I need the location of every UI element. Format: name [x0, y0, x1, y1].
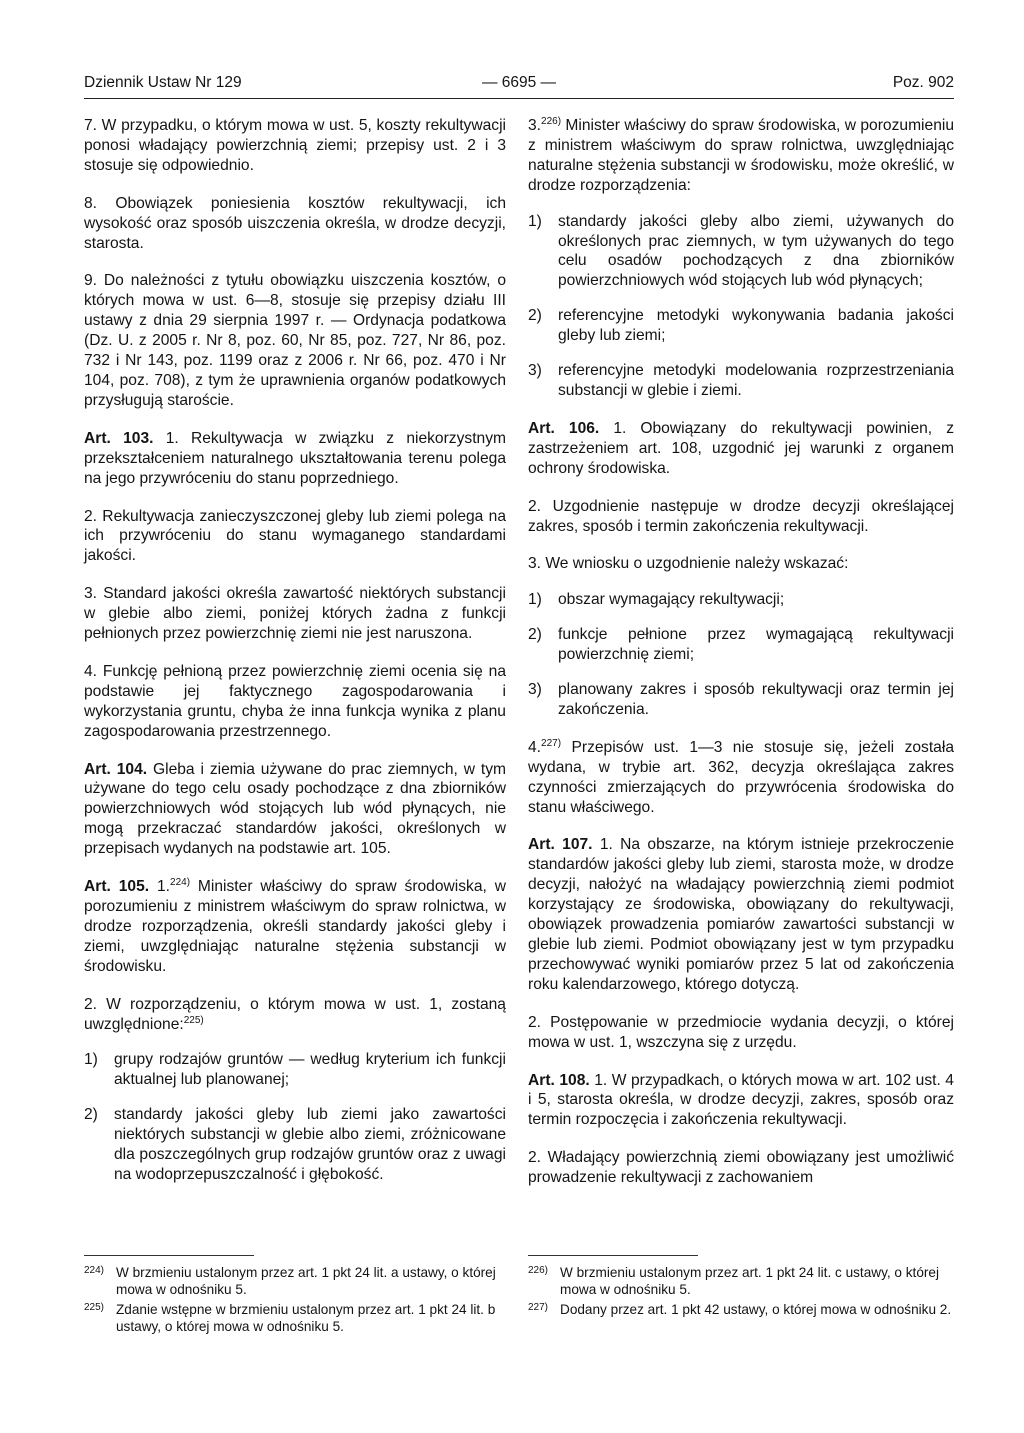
left-column — [84, 116, 506, 1200]
article-107-p1-text: 1. Na obszarze, na którym istnieje przekroczenie standardów jakości gleby lub ziemi, starosta może, w drodze decyzji, nałożyć na władający powierzchnią ziemi podmiot korzystający ze środowiska, obowiązany do rekultywacji, obowiązek prowadzenia pomiarów zawartości substancji w glebie lub ziemi. Podmiot obowiązany jest w tym przypadku przechowywać wyniki pomiarów przez 5 lat od zakończenia roku kalendarzowego, którego dotyczą. — [528, 836, 954, 993]
footnote-separator-right — [528, 1255, 698, 1256]
article-103-p1-text: 1. Rekultywacja w związku z niekorzystnym przekształceniem naturalnego ukształtowania terenu polega na jego przywróceniu do stanu poprzedniego. — [84, 429, 506, 487]
list-item — [528, 306, 954, 346]
article-106-paragraph-4 — [528, 738, 954, 818]
list-item — [528, 212, 954, 292]
footnote-224 — [84, 1264, 506, 1299]
article-105-p3-number: 3. — [528, 117, 542, 134]
article-104-label: Art. 104. — [84, 760, 148, 778]
right-column — [528, 116, 954, 1206]
article-104 — [84, 760, 506, 860]
list-item — [84, 1050, 506, 1090]
page-number: — 6695 — — [481, 74, 557, 91]
list-item-text: obszar wymagający rekultywacji; — [558, 591, 785, 609]
list-item-text: standardy jakości gleby albo ziemi, używanych do określonych prac ziemnych, w tym używanych do tego celu osadów pochodzących z dna zbiorników powierzchniowych wód stojących lub wód płynących; — [558, 212, 954, 290]
article-105-p1-number: 1. — [149, 878, 171, 896]
article-105-paragraph-3 — [528, 116, 954, 196]
list-item-text: funkcje pełnione przez wymagającą rekultywacji powierzchnię ziemi; — [558, 626, 954, 664]
paragraph-8: 8. Obowiązek poniesienia kosztów rekultywacji, ich wysokość oraz sposób uiszczenia określa, w drodze decyzji, starosta. — [84, 194, 506, 252]
article-106-label: Art. 106. — [528, 419, 600, 437]
list-item — [528, 680, 954, 720]
footnote-mark: 224) — [84, 1265, 105, 1276]
article-106-p4-number: 4. — [528, 738, 542, 756]
article-106-paragraph-1 — [528, 419, 954, 479]
footnote-ref-225[interactable]: 225) — [183, 1014, 204, 1026]
list-item — [528, 590, 954, 610]
article-107-label: Art. 107. — [528, 836, 593, 854]
article-103-paragraph-3: 3. Standard jakości określa zawartość niektórych substancji w glebie albo ziemi, poniżej których żadna z funkcji pełnionych przez powierzchnię ziemi nie jest naruszona. — [84, 585, 506, 643]
footnote-ref-227[interactable]: 227) — [541, 737, 562, 749]
footnote-text: W brzmieniu ustalonym przez art. 1 pkt 24 lit. a ustawy, o której mowa w odnośniku 5. — [116, 1265, 496, 1298]
journal-title: Dziennik Ustaw Nr 129 — [84, 74, 242, 91]
article-108-p1-text: 1. W przypadkach, o których mowa w art. 102 ust. 4 i 5, starosta określa, w drodze decyzji, zakres, sposób oraz termin rozpoczęcia i zakończenia rekultywacji. — [528, 1071, 954, 1129]
footnote-text: W brzmieniu ustalonym przez art. 1 pkt 24 lit. c ustawy, o której mowa w odnośniku 5. — [560, 1265, 939, 1298]
footnote-mark: 227) — [528, 1301, 549, 1313]
list-item-number: 1) — [84, 1051, 98, 1069]
article-108-paragraph-2: 2. Władający powierzchnią ziemi obowiązany jest umożliwić prowadzenie rekultywacji z zachowaniem — [528, 1149, 954, 1187]
article-103-paragraph-1 — [84, 429, 506, 489]
article-106-paragraph-2: 2. Uzgodnienie następuje w drodze decyzji określającej zakres, sposób i termin zakończenia rekultywacji. — [528, 497, 954, 535]
list-item-number: 2) — [528, 307, 542, 325]
article-103-paragraph-4: 4. Funkcję pełnioną przez powierzchnię ziemi ocenia się na podstawie jej faktycznego zagospodarowania i wykorzystania gruntu, chyba że inna funkcja wynika z planu zagospodarowania przestrzennego. — [84, 662, 506, 740]
footnote-225 — [84, 1301, 506, 1336]
paragraph-7: 7. W przypadku, o którym mowa w ust. 5, koszty rekultywacji ponosi władający powierzchnią ziemi; przepisy ust. 2 i 3 stosuje się odpowiednio. — [84, 117, 506, 174]
list-item-text: referencyjne metodyki wykonywania badania jakości gleby lub ziemi; — [558, 307, 954, 345]
list-item-number: 1) — [528, 591, 542, 609]
article-105-p3-text: Minister właściwy do spraw środowiska, w porozumieniu z ministrem właściwym do spraw rolnictwa, uwzględniając naturalne stężenia substancji w środowisku, może określić, w drodze rozporządzenia: — [528, 117, 954, 194]
list-item — [528, 361, 954, 401]
article-105-p2-text: 2. W rozporządzeniu, o którym mowa w ust. 1, zostaną uwzględnione: — [84, 995, 506, 1033]
article-106-p4-text: Przepisów ust. 1—3 nie stosuje się, jeżeli została wydana, w trybie art. 362, decyzja określająca zakres czynności zmierzających do przywrócenia środowiska do stanu właściwego. — [528, 738, 954, 816]
article-103-label: Art. 103. — [84, 429, 154, 447]
footnote-separator-left — [84, 1255, 254, 1256]
article-105-paragraph-1 — [84, 877, 506, 977]
list-item-number: 3) — [528, 362, 542, 380]
footnote-226 — [528, 1264, 954, 1299]
footnote-227 — [528, 1301, 954, 1318]
article-107-paragraph-2: 2. Postępowanie w przedmiocie wydania decyzji, o której mowa w ust. 1, wszczyna się z urzędu. — [528, 1013, 954, 1051]
article-105-p1-text: Minister właściwy do spraw środowiska, w porozumieniu z ministrem właściwym do spraw rolnictwa, w drodze rozporządzenia, określi standardy jakości gleby i ziemi, uwzględniając naturalne stężenia substancji w środowisku. — [84, 878, 507, 975]
article-106-p1-text: 1. Obowiązany do rekultywacji powinien, z zastrzeżeniem art. 108, uzgodnić jej warunki z organem ochrony środowiska. — [528, 419, 954, 477]
footnote-mark: 226) — [528, 1265, 549, 1276]
article-106-paragraph-3: 3. We wniosku o uzgodnienie należy wskazać: — [528, 555, 849, 573]
footnote-text: Zdanie wstępne w brzmieniu ustalonym przez art. 1 pkt 24 lit. b ustawy, o której mowa w odnośniku 5. — [116, 1301, 496, 1335]
list-item-number: 3) — [528, 681, 542, 699]
list-item-number: 2) — [84, 1106, 98, 1124]
position-number: Poz. 902 — [892, 74, 954, 91]
footnote-ref-226[interactable]: 226) — [541, 115, 562, 127]
list-item-text: planowany zakres i sposób rekultywacji oraz termin jej zakończenia. — [558, 681, 954, 718]
list-item — [84, 1105, 506, 1185]
page-header — [84, 74, 954, 99]
paragraph-9: 9. Do należności z tytułu obowiązku uiszczenia kosztów, o których mowa w ust. 6—8, stosuje się przepisy działu III ustawy z dnia 29 sierpnia 1997 r. — Ordynacja podatkowa (Dz. U. z 2005 r. Nr 8, poz. 60, Nr 85, poz. 727, Nr 86, poz. 732 i Nr 143, poz. 1199 oraz z 2006 r. Nr 66, poz. 470 i Nr 104, poz. 708), z tym że uprawnienia organów podatkowych przysługują staroście. — [84, 272, 506, 409]
article-105-label: Art. 105. — [84, 878, 150, 896]
list-item-number: 1) — [528, 212, 542, 230]
article-108-paragraph-1 — [528, 1071, 954, 1131]
article-108-label: Art. 108. — [528, 1071, 590, 1089]
list-item-text: standardy jakości gleby lub ziemi jako zawartości niektórych substancji w glebie albo ziemi, zróżnicowane dla poszczególnych grup rodzajów gruntów oraz z uwagi na wodoprzepuszczalność i głębokość. — [114, 1106, 506, 1183]
article-104-text: Gleba i ziemia używane do prac ziemnych, w tym używane do tego celu osady pochodzące z dna zbiorników powierzchniowych wód stojących lub wód płynących, nie mogą przekraczać standardów jakości, określonych w przepisach wydanych na podstawie art. 105. — [84, 760, 506, 858]
list-item-number: 2) — [528, 626, 542, 644]
footnotes-left — [84, 1264, 506, 1338]
article-105-paragraph-2 — [84, 995, 506, 1035]
footnote-text: Dodany przez art. 1 pkt 42 ustawy, o której mowa w odnośniku 2. — [560, 1301, 952, 1317]
list-item — [528, 625, 954, 665]
article-103-paragraph-2: 2. Rekultywacja zanieczyszczonej gleby lub ziemi polega na ich przywróceniu do stanu wymaganego standardami jakości. — [84, 507, 506, 565]
footnote-mark: 225) — [84, 1301, 105, 1313]
article-107-paragraph-1 — [528, 835, 954, 994]
list-item-text: referencyjne metodyki modelowania rozprzestrzeniania substancji w glebie i ziemi. — [558, 362, 954, 399]
footnotes-right — [528, 1264, 954, 1320]
footnote-ref-224[interactable]: 224) — [170, 876, 191, 888]
list-item-text: grupy rodzajów gruntów — według kryterium ich funkcji aktualnej lub planowanej; — [114, 1051, 506, 1089]
